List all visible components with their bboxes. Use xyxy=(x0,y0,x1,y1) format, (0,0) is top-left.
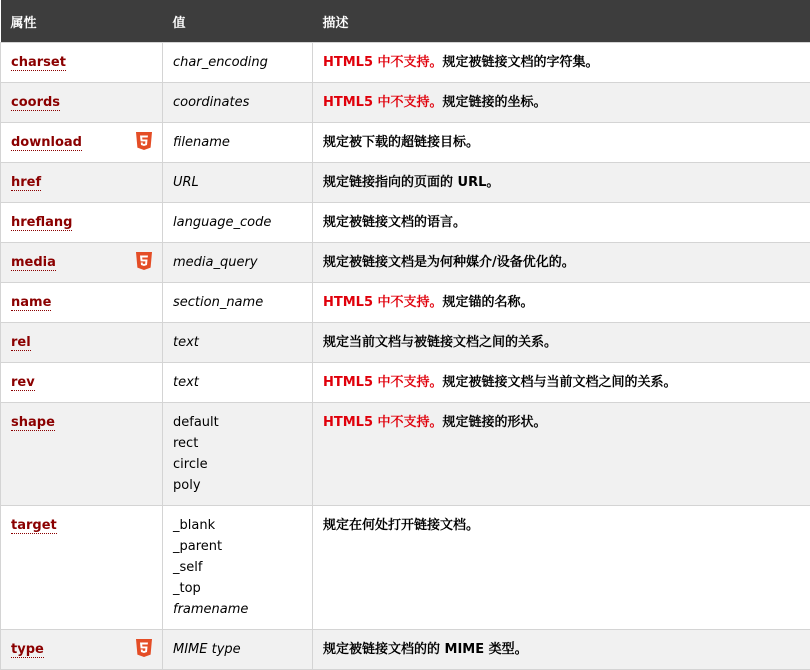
value-item: default xyxy=(173,412,302,433)
attribute-link-media[interactable]: media xyxy=(11,255,56,271)
html5-icon xyxy=(136,639,152,657)
value-cell xyxy=(163,403,313,506)
value-cell xyxy=(163,243,313,283)
attribute-link-href[interactable]: href xyxy=(11,175,41,191)
value-cell xyxy=(163,163,313,203)
table-row-rel xyxy=(1,323,810,363)
attribute-link-rev[interactable]: rev xyxy=(11,375,35,391)
unsupported-warning: HTML5 中不支持。 xyxy=(323,375,443,390)
description-text: 规定链接的坐标。 xyxy=(443,95,547,110)
attribute-link-hreflang[interactable]: hreflang xyxy=(11,215,72,231)
table-header-row xyxy=(1,0,810,43)
value-item: language_code xyxy=(173,212,302,233)
description-text: 规定被链接文档的字符集。 xyxy=(443,55,599,70)
attribute-cell xyxy=(1,123,163,163)
table-row-href xyxy=(1,163,810,203)
value-item: URL xyxy=(173,172,302,193)
attribute-link-shape[interactable]: shape xyxy=(11,415,55,431)
attribute-cell xyxy=(1,323,163,363)
description-cell xyxy=(313,243,810,283)
value-item: section_name xyxy=(173,292,302,313)
header-value: 值 xyxy=(163,0,313,43)
header-description: 描述 xyxy=(313,0,810,43)
attribute-link-name[interactable]: name xyxy=(11,295,51,311)
table-row-type xyxy=(1,630,810,670)
value-item: poly xyxy=(173,475,302,496)
attribute-cell xyxy=(1,43,163,83)
value-item: media_query xyxy=(173,252,302,273)
description-cell xyxy=(313,506,810,630)
html5-icon xyxy=(136,132,152,150)
table-body xyxy=(1,43,810,670)
attribute-cell xyxy=(1,283,163,323)
description-text: 规定被链接文档是为何种媒介/设备优化的。 xyxy=(323,255,575,270)
unsupported-warning: HTML5 中不支持。 xyxy=(323,415,443,430)
description-text: 规定被链接文档的语言。 xyxy=(323,215,466,230)
value-cell xyxy=(163,363,313,403)
description-text: 规定链接指向的页面的 URL。 xyxy=(323,175,499,190)
description-text: 规定被下载的超链接目标。 xyxy=(323,135,479,150)
table-row-rev xyxy=(1,363,810,403)
value-cell xyxy=(163,630,313,670)
description-cell xyxy=(313,403,810,506)
value-item: _parent xyxy=(173,536,302,557)
value-cell xyxy=(163,283,313,323)
attribute-cell xyxy=(1,243,163,283)
value-item: coordinates xyxy=(173,92,302,113)
attribute-cell xyxy=(1,163,163,203)
description-cell xyxy=(313,630,810,670)
attribute-link-target[interactable]: target xyxy=(11,518,57,534)
attribute-cell xyxy=(1,403,163,506)
description-text: 规定链接的形状。 xyxy=(443,415,547,430)
description-text: 规定当前文档与被链接文档之间的关系。 xyxy=(323,335,557,350)
description-text: 规定被链接文档与当前文档之间的关系。 xyxy=(443,375,677,390)
html5-icon xyxy=(136,252,152,270)
description-cell xyxy=(313,83,810,123)
unsupported-warning: HTML5 中不支持。 xyxy=(323,295,443,310)
value-cell xyxy=(163,123,313,163)
attribute-cell xyxy=(1,83,163,123)
value-item: framename xyxy=(173,599,302,620)
value-item: _top xyxy=(173,578,302,599)
table-row-media xyxy=(1,243,810,283)
description-text: 规定被链接文档的的 MIME 类型。 xyxy=(323,642,528,657)
table-row-target xyxy=(1,506,810,630)
attribute-cell xyxy=(1,506,163,630)
attribute-link-download[interactable]: download xyxy=(11,135,82,151)
attribute-cell xyxy=(1,363,163,403)
table-row-name xyxy=(1,283,810,323)
unsupported-warning: HTML5 中不支持。 xyxy=(323,55,443,70)
value-cell xyxy=(163,203,313,243)
table-row-hreflang xyxy=(1,203,810,243)
value-item: MIME type xyxy=(173,639,302,660)
description-cell xyxy=(313,323,810,363)
value-item: text xyxy=(173,332,302,353)
value-item: text xyxy=(173,372,302,393)
value-item: _self xyxy=(173,557,302,578)
value-cell xyxy=(163,83,313,123)
attribute-link-coords[interactable]: coords xyxy=(11,95,60,111)
table-row-coords xyxy=(1,83,810,123)
value-cell xyxy=(163,323,313,363)
description-cell xyxy=(313,163,810,203)
description-cell xyxy=(313,203,810,243)
attribute-cell xyxy=(1,630,163,670)
table-row-download xyxy=(1,123,810,163)
value-item: circle xyxy=(173,454,302,475)
value-cell xyxy=(163,506,313,630)
attribute-link-charset[interactable]: charset xyxy=(11,55,66,71)
table-row-shape xyxy=(1,403,810,506)
value-item: rect xyxy=(173,433,302,454)
description-text: 规定锚的名称。 xyxy=(443,295,534,310)
header-attribute: 属性 xyxy=(1,0,163,43)
description-cell xyxy=(313,363,810,403)
value-item: char_encoding xyxy=(173,52,302,73)
attribute-link-type[interactable]: type xyxy=(11,642,44,658)
description-text: 规定在何处打开链接文档。 xyxy=(323,518,479,533)
description-cell xyxy=(313,43,810,83)
attribute-link-rel[interactable]: rel xyxy=(11,335,31,351)
value-cell xyxy=(163,43,313,83)
unsupported-warning: HTML5 中不支持。 xyxy=(323,95,443,110)
description-cell xyxy=(313,283,810,323)
table-row-charset xyxy=(1,43,810,83)
value-item: _blank xyxy=(173,515,302,536)
attribute-cell xyxy=(1,203,163,243)
value-item: filename xyxy=(173,132,302,153)
description-cell xyxy=(313,123,810,163)
